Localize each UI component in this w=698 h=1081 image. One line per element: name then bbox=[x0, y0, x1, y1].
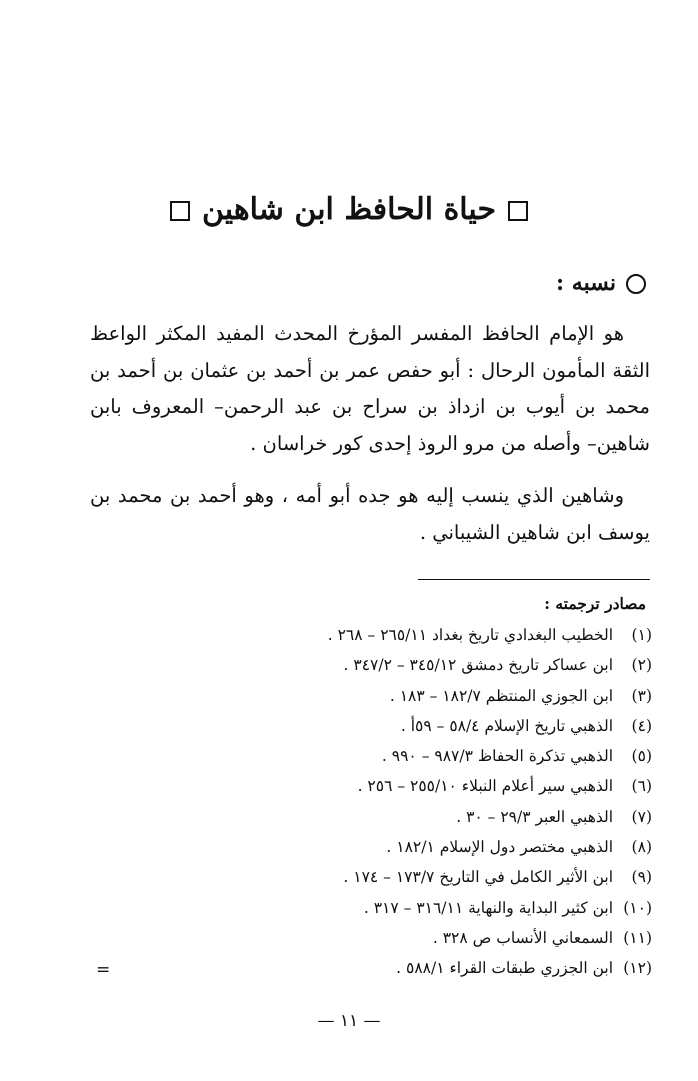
footnote-item bbox=[252, 953, 652, 983]
footnote-number: (٩) bbox=[631, 868, 652, 887]
section-heading bbox=[556, 266, 646, 300]
circle-bullet-icon bbox=[626, 274, 646, 294]
paragraph-lineage bbox=[90, 316, 650, 462]
footnote-number: (٦) bbox=[631, 777, 652, 796]
footnote-item bbox=[252, 681, 652, 711]
footnote-item bbox=[252, 650, 652, 680]
footnote-text: الذهبي العبر ٢٩/٣ – ٣٠ . bbox=[456, 807, 614, 826]
chapter-title bbox=[0, 188, 698, 232]
footnote-divider bbox=[418, 579, 650, 580]
footnote-item bbox=[252, 893, 652, 923]
footnote-number: (٥) bbox=[631, 747, 652, 766]
footnote-number: (٧) bbox=[631, 807, 652, 826]
footnote-text: ابن عساكر تاريخ دمشق ٣٤٥/١٢ – ٣٤٧/٢ . bbox=[343, 656, 614, 675]
footnote-number: (١) bbox=[631, 626, 652, 644]
footnotes-heading: مصادر ترجمته : bbox=[544, 594, 646, 613]
footnote-text: الذهبي سير أعلام النبلاء ٢٥٥/١٠ – ٢٥٦ . bbox=[357, 777, 614, 796]
footnote-number: (١١) bbox=[623, 928, 652, 947]
footnote-text: ابن الجوزي المنتظم ١٨٢/٧ – ١٨٣ . bbox=[389, 686, 614, 705]
footnote-number: (١٠) bbox=[623, 898, 652, 917]
footnote-item bbox=[252, 832, 652, 862]
footnote-number: (٨) bbox=[631, 838, 652, 857]
continuation-mark: = bbox=[96, 960, 111, 980]
footnote-number: (٣) bbox=[631, 686, 652, 705]
footnote-text: الذهبي مختصر دول الإسلام ١٨٢/١ . bbox=[386, 838, 614, 857]
paragraph-text: وشاهين الذي ينسب إليه هو جده أبو أمه ، وهو أحمد بن محمد بن يوسف ابن شاهين الشيباني . bbox=[90, 484, 650, 544]
footnote-text: الذهبي تاريخ الإسلام ٥٨/٤ – ٥٩أ . bbox=[400, 716, 614, 735]
square-ornament-icon bbox=[170, 201, 190, 221]
footnote-item bbox=[252, 711, 652, 741]
page-number: — ١١ — bbox=[317, 1011, 381, 1031]
footnote-text: ابن كثير البداية والنهاية ٣١٦/١١ – ٣١٧ . bbox=[363, 898, 614, 917]
footnote-item bbox=[252, 802, 652, 832]
footnote-text: السمعاني الأنساب ص ٣٢٨ . bbox=[432, 928, 614, 947]
section-heading-text: نسبه : bbox=[556, 270, 616, 296]
footnote-text: الذهبي تذكرة الحفاظ ٩٨٧/٣ – ٩٩٠ . bbox=[381, 747, 614, 766]
paragraph-text: هو الإمام الحافظ المفسر المؤرخ المحدث المفيد المكثر الواعظ الثقة المأمون الرحال : أبو حفص عمر بن أحمد بن عثمان بن أحمد بن محمد بن أيوب بن ازداذ بن سراح بن عبد الرحمن– المعروف بابن شاهين– وأصله من مرو الروذ إحدى كور خراسان . bbox=[90, 322, 650, 455]
footnote-number: (٢) bbox=[631, 656, 652, 675]
footnote-item bbox=[252, 741, 652, 771]
footnote-text: ابن الأثير الكامل في التاريخ ١٧٣/٧ – ١٧٤ . bbox=[343, 868, 614, 887]
footnote-text: الخطيب البغدادي تاريخ بغداد ٢٦٥/١١ – ٢٦٨ . bbox=[327, 626, 614, 644]
footnote-item bbox=[252, 620, 652, 650]
footnotes-list bbox=[252, 620, 652, 984]
footnote-item bbox=[252, 923, 652, 953]
square-ornament-icon bbox=[508, 201, 528, 221]
footnote-item bbox=[252, 771, 652, 801]
chapter-title-text: حياة الحافظ ابن شاهين bbox=[201, 192, 497, 227]
footnote-text: ابن الجزري طبقات القراء ٥٨٨/١ . bbox=[396, 959, 614, 978]
footnote-number: (١٢) bbox=[623, 959, 652, 978]
paragraph-shahin bbox=[90, 478, 650, 551]
footnote-item bbox=[252, 862, 652, 892]
footnote-number: (٤) bbox=[631, 716, 652, 735]
